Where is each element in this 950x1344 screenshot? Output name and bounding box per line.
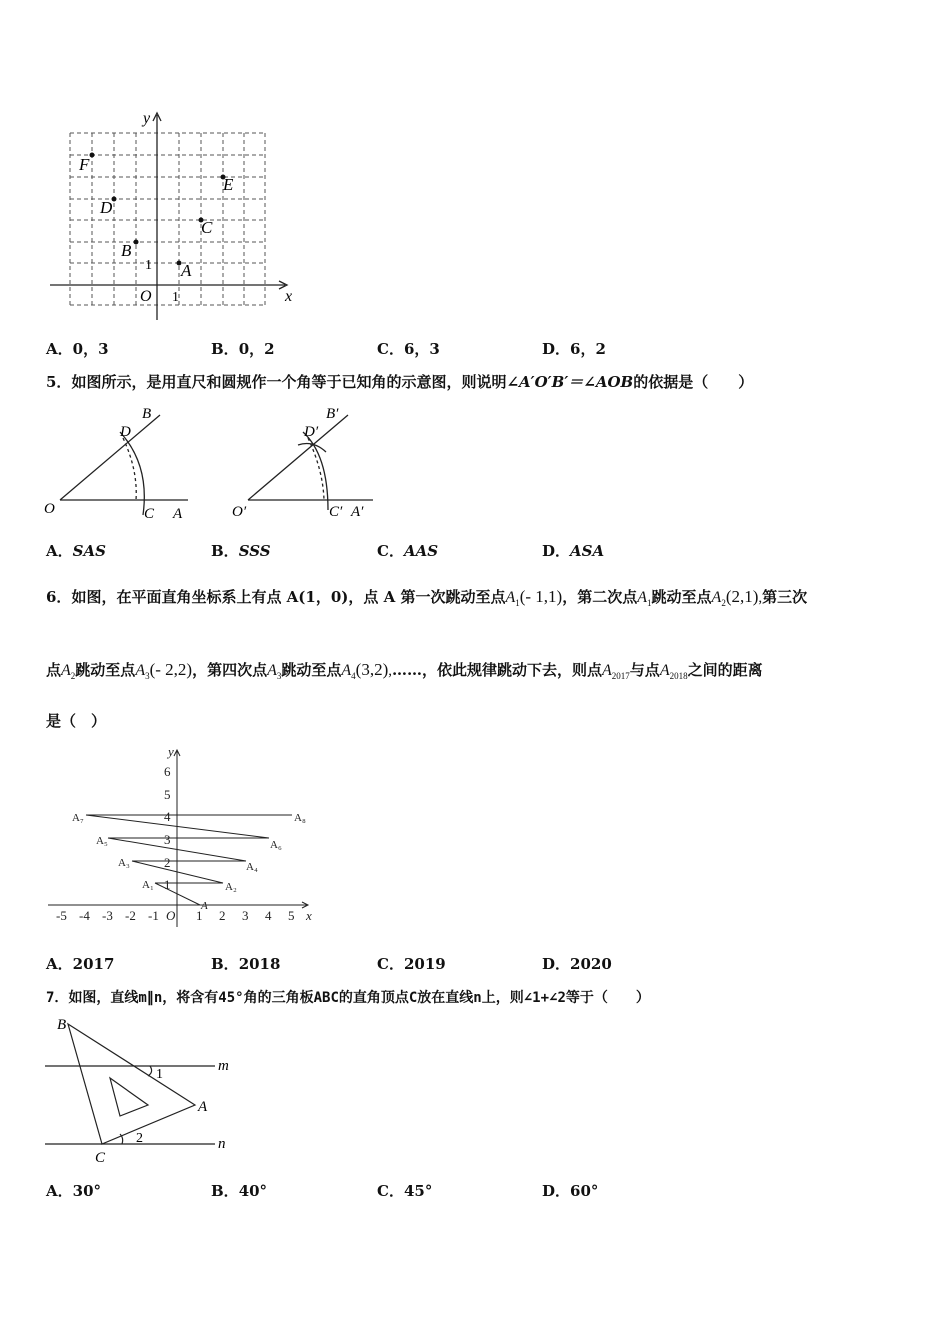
q4-origin-label: O xyxy=(140,288,152,305)
q7-label-n: n xyxy=(218,1136,226,1152)
q6-origin: O xyxy=(166,908,176,923)
q4-label-b: B xyxy=(121,241,132,260)
q6-xtick-m3: -3 xyxy=(102,908,113,923)
q6-label-a4: A₄ xyxy=(246,861,258,873)
q6-option-d[interactable]: D．2020 xyxy=(542,955,612,973)
q6-option-a[interactable]: A．2017 xyxy=(46,955,115,973)
q6-xtick-1: 1 xyxy=(196,908,203,923)
q4-option-b[interactable]: B．0，2 xyxy=(211,340,275,358)
q5-fig1-b: B xyxy=(142,406,152,422)
q4-label-a: A xyxy=(181,261,192,280)
q6-stem-line3: 是（ ） xyxy=(46,712,107,730)
q5-option-b[interactable]: B．SSS xyxy=(211,542,271,560)
q4-label-c: C xyxy=(201,218,213,237)
q5-option-a[interactable]: A．SAS xyxy=(46,542,106,560)
q4-grid-figure xyxy=(45,105,300,325)
q7-option-c[interactable]: C．45° xyxy=(377,1182,433,1200)
q5-option-d[interactable]: D．ASA xyxy=(542,542,605,560)
q7-figure xyxy=(40,1012,240,1170)
q6-xtick-5: 5 xyxy=(288,908,295,923)
q6-ytick-6: 6 xyxy=(164,764,171,779)
q4-point-f xyxy=(90,153,95,158)
q4-option-a[interactable]: A．0，3 xyxy=(46,340,109,358)
q6-label-a8: A₈ xyxy=(294,812,306,824)
q6-label-a1: A₁ xyxy=(142,879,154,891)
q4-label-e: E xyxy=(223,175,234,194)
q6-x-label: x xyxy=(306,908,312,923)
q6-stem-line2: 点$A_2$跳动至点$A_3(-$ 2,2)，第四次点$A_3$跳动至点$A_4(3,2),\dots\dots$，依此规律跳动下去，则点$A_{2017}$与点$A_{2018}$之间的距离 xyxy=(46,660,763,681)
q6-label-a6: A₆ xyxy=(270,839,282,851)
q5-fig1-a: A xyxy=(173,506,183,522)
q4-option-c[interactable]: C．6，3 xyxy=(377,340,440,358)
q6-stem-line1: 6．如图，在平面直角坐标系上有点 A(1，0)，点 A 第一次跳动至点$A_1(-$ 1,1)，第二次点$A_1$跳动至点$A_2(2,1)$,第三次 xyxy=(46,587,808,608)
q6-label-a7: A₇ xyxy=(72,812,84,824)
q6-label-a3: A₃ xyxy=(118,857,130,869)
q5-fig2-o: O′ xyxy=(232,504,247,520)
q5-fig2-c: C′ xyxy=(329,504,343,520)
q7-label-a: A xyxy=(198,1099,208,1115)
q6-xtick-4: 4 xyxy=(265,908,272,923)
q6-option-b[interactable]: B．2018 xyxy=(211,955,281,973)
q4-grid-lines xyxy=(70,133,265,305)
q6-ytick-3: 3 xyxy=(164,832,171,847)
q7-label-m: m xyxy=(218,1058,229,1074)
q6-xtick-2: 2 xyxy=(219,908,226,923)
q5-fig2-a: A′ xyxy=(351,504,364,520)
q6-label-a5: A₅ xyxy=(96,835,108,847)
q4-point-b xyxy=(134,240,139,245)
q7-stem: 7．如图，直线m∥n，将含有45°角的三角板ABC的直角顶点C放在直线n上，则∠1+∠2等于（ ） xyxy=(46,990,650,1006)
q4-x-label: x xyxy=(285,288,293,305)
q6-y-label: y xyxy=(168,744,174,759)
q4-tick-one-y: 1 xyxy=(145,258,152,273)
q6-option-c[interactable]: C．2019 xyxy=(377,955,446,973)
q6-ytick-4: 4 xyxy=(164,809,171,824)
q4-axes xyxy=(50,113,287,320)
q7-label-c: C xyxy=(95,1150,106,1166)
q6-point-a: A xyxy=(201,900,208,912)
q6-ytick-2: 2 xyxy=(164,855,171,870)
q6-xtick-3: 3 xyxy=(242,908,249,923)
q5-figure-1 xyxy=(40,400,200,525)
q5-option-c[interactable]: C．AAS xyxy=(377,542,439,560)
q4-tick-one-x: 1 xyxy=(172,290,179,305)
q7-option-d[interactable]: D．60° xyxy=(542,1182,599,1200)
q6-figure xyxy=(40,742,330,934)
q7-label-1: 1 xyxy=(156,1067,163,1082)
q4-y-label: y xyxy=(143,110,151,127)
q6-label-a2: A₂ xyxy=(225,881,237,893)
q5-fig2-d: D′ xyxy=(304,424,319,440)
q4-label-f: F xyxy=(79,155,90,174)
q6-ytick-1: 1 xyxy=(164,877,171,892)
q6-xtick-m2: -2 xyxy=(125,908,136,923)
q6-xtick-m1: -1 xyxy=(148,908,159,923)
q5-fig2-b: B′ xyxy=(326,406,339,422)
q5-fig1-o: O xyxy=(44,501,55,517)
q6-ytick-5: 5 xyxy=(164,787,171,802)
q6-xtick-m5: -5 xyxy=(56,908,67,923)
q5-figure-2 xyxy=(228,400,388,525)
q5-fig1-c: C xyxy=(144,506,155,522)
q7-option-b[interactable]: B．40° xyxy=(211,1182,268,1200)
q7-label-b: B xyxy=(57,1017,67,1033)
q6-xtick-m4: -4 xyxy=(79,908,90,923)
q4-label-d: D xyxy=(100,198,113,217)
q5-stem: 5．如图所示，是用直尺和圆规作一个角等于已知角的示意图，则说明∠A′O′B′＝∠AOB的依据是（ ） xyxy=(46,373,754,391)
q5-fig1-d: D xyxy=(120,424,131,440)
q7-label-2: 2 xyxy=(136,1131,143,1146)
q4-option-d[interactable]: D．6，2 xyxy=(542,340,606,358)
q7-option-a[interactable]: A．30° xyxy=(46,1182,102,1200)
